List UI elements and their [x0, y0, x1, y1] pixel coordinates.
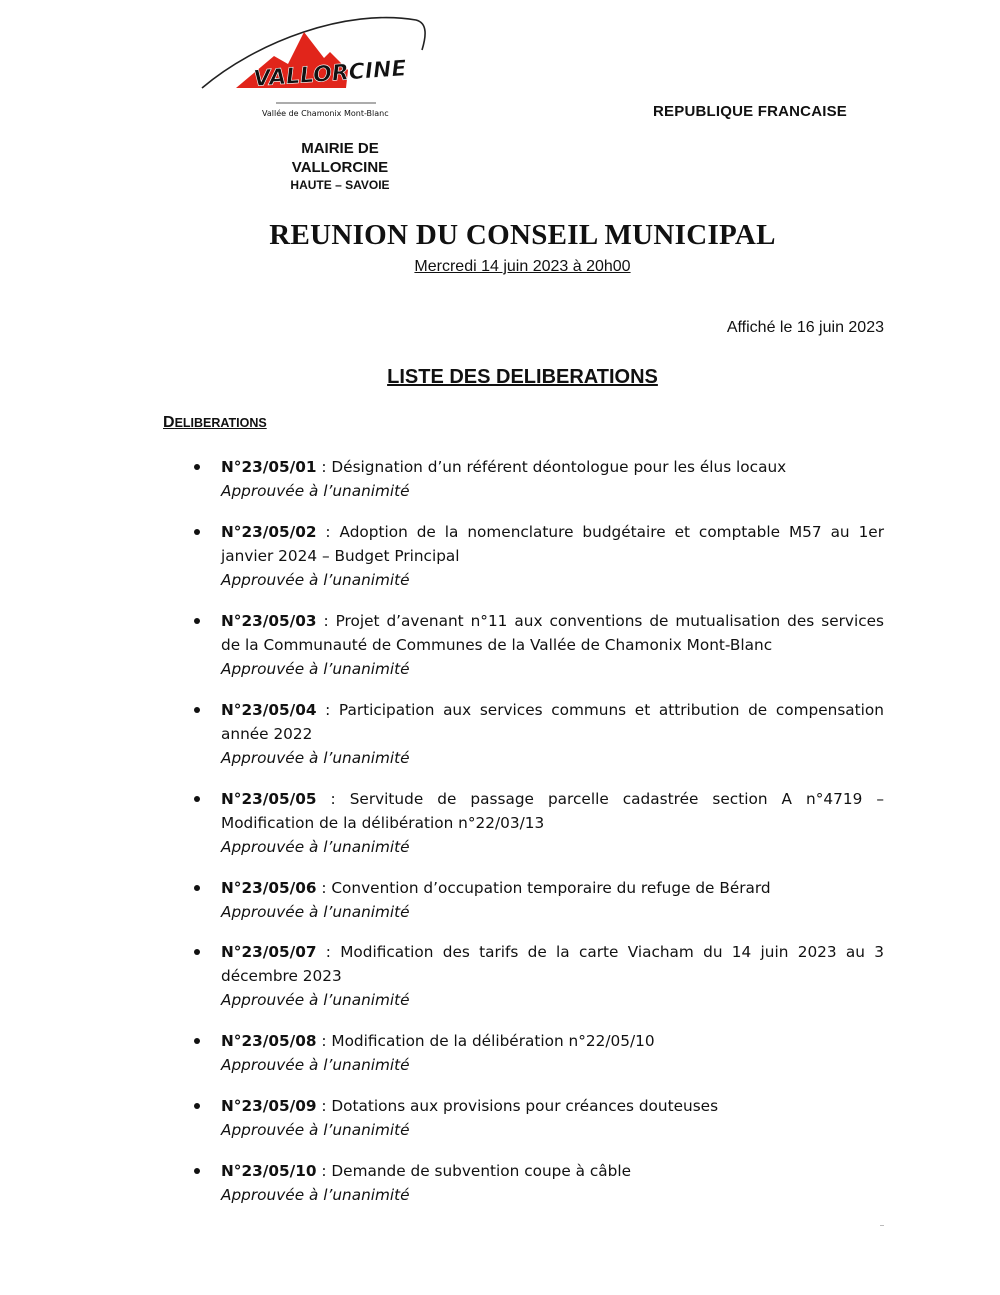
deliberation-number: N°23/05/01 — [221, 458, 317, 476]
deliberation-status: Approuvée à l’unanimité — [221, 1056, 410, 1074]
deliberation-status: Approuvée à l’unanimité — [221, 991, 410, 1009]
deliberation-status: Approuvée à l’unanimité — [221, 482, 410, 500]
list-item — [221, 1159, 884, 1207]
list-item — [221, 455, 884, 503]
deliberation-number: N°23/05/10 — [221, 1162, 317, 1180]
mairie-block — [270, 139, 410, 193]
mairie-line-2: VALLORCINE — [291, 159, 389, 176]
bullet-icon — [194, 949, 200, 955]
meeting-date: Mercredi 14 juin 2023 à 20h00 — [414, 258, 631, 275]
deliberation-status: Approuvée à l’unanimité — [221, 571, 410, 589]
list-item — [221, 698, 884, 770]
list-title-container — [0, 366, 1000, 389]
bullet-icon — [194, 707, 200, 713]
deliberation-text: : Participation aux services communs et attribution de compensation année 2022 — [221, 701, 884, 743]
deliberation-number: N°23/05/08 — [221, 1032, 317, 1050]
list-item — [221, 520, 884, 592]
bullet-icon — [194, 1038, 200, 1044]
deliberation-text: : Demande de subvention coupe à câble — [316, 1162, 632, 1180]
deliberation-text: : Désignation d’un référent déontologue pour les élus locaux — [316, 458, 787, 476]
deliberation-status: Approuvée à l’unanimité — [221, 903, 410, 921]
deliberation-number: N°23/05/02 — [221, 523, 317, 541]
deliberation-status: Approuvée à l’unanimité — [221, 1186, 410, 1204]
bullet-icon — [194, 529, 200, 535]
bullet-icon — [194, 464, 200, 470]
bullet-icon — [194, 1168, 200, 1174]
bullet-icon — [194, 1103, 200, 1109]
deliberation-text: : Dotations aux provisions pour créances douteuses — [316, 1097, 719, 1115]
list-item — [221, 940, 884, 1012]
page-mark — [880, 1225, 884, 1226]
list-item — [221, 1029, 884, 1077]
deliberation-status: Approuvée à l’unanimité — [221, 749, 410, 767]
deliberation-text: : Projet d’avenant n°11 aux conventions de mutualisation des services de la Communauté de Communes de la Vallée de Chamonix Mont-Blanc — [221, 612, 884, 654]
deliberation-text: : Servitude de passage parcelle cadastrée section A n°4719 – Modification de la délibération n°22/03/13 — [221, 790, 884, 832]
deliberation-number: N°23/05/05 — [221, 790, 317, 808]
list-item — [221, 609, 884, 681]
posted-date: Affiché le 16 juin 2023 — [726, 319, 884, 336]
bullet-icon — [194, 618, 200, 624]
deliberation-number: N°23/05/03 — [221, 612, 317, 630]
deliberation-text: : Modification de la délibération n°22/05/10 — [316, 1032, 655, 1050]
deliberation-number: N°23/05/09 — [221, 1097, 317, 1115]
deliberation-number: N°23/05/07 — [221, 943, 317, 961]
logo-tagline: Vallée de Chamonix Mont-Blanc — [262, 109, 389, 118]
document-title: REUNION DU CONSEIL MUNICIPAL — [269, 219, 776, 251]
bullet-icon — [194, 796, 200, 802]
section-heading-initial: D — [163, 414, 175, 431]
section-heading-rest: ELIBERATIONS — [174, 416, 267, 430]
deliberation-status: Approuvée à l’unanimité — [221, 660, 410, 678]
deliberation-number: N°23/05/04 — [221, 701, 317, 719]
vallorcine-logo — [196, 12, 432, 120]
deliberation-text: : Modification des tarifs de la carte Viacham du 14 juin 2023 au 3 décembre 2023 — [221, 943, 884, 985]
list-item — [221, 787, 884, 859]
mairie-line-1: MAIRIE DE — [301, 140, 379, 157]
logo-wordmark: VALLORCINE — [252, 56, 408, 92]
meeting-date-container — [0, 258, 1000, 276]
deliberation-text: : Adoption de la nomenclature budgétaire et comptable M57 au 1er janvier 2024 – Budget Principal — [221, 523, 884, 565]
deliberation-text: : Convention d’occupation temporaire du refuge de Bérard — [316, 879, 771, 897]
bullet-icon — [194, 885, 200, 891]
republique-francaise: REPUBLIQUE FRANCAISE — [653, 103, 848, 120]
mairie-line-3: HAUTE – SAVOIE — [290, 178, 390, 192]
section-heading — [163, 414, 267, 432]
list-item — [221, 876, 884, 924]
deliberation-status: Approuvée à l’unanimité — [221, 1121, 410, 1139]
list-title: LISTE DES DELIBERATIONS — [387, 366, 658, 388]
deliberation-number: N°23/05/06 — [221, 879, 317, 897]
list-item — [221, 1094, 884, 1142]
deliberation-status: Approuvée à l’unanimité — [221, 838, 410, 856]
